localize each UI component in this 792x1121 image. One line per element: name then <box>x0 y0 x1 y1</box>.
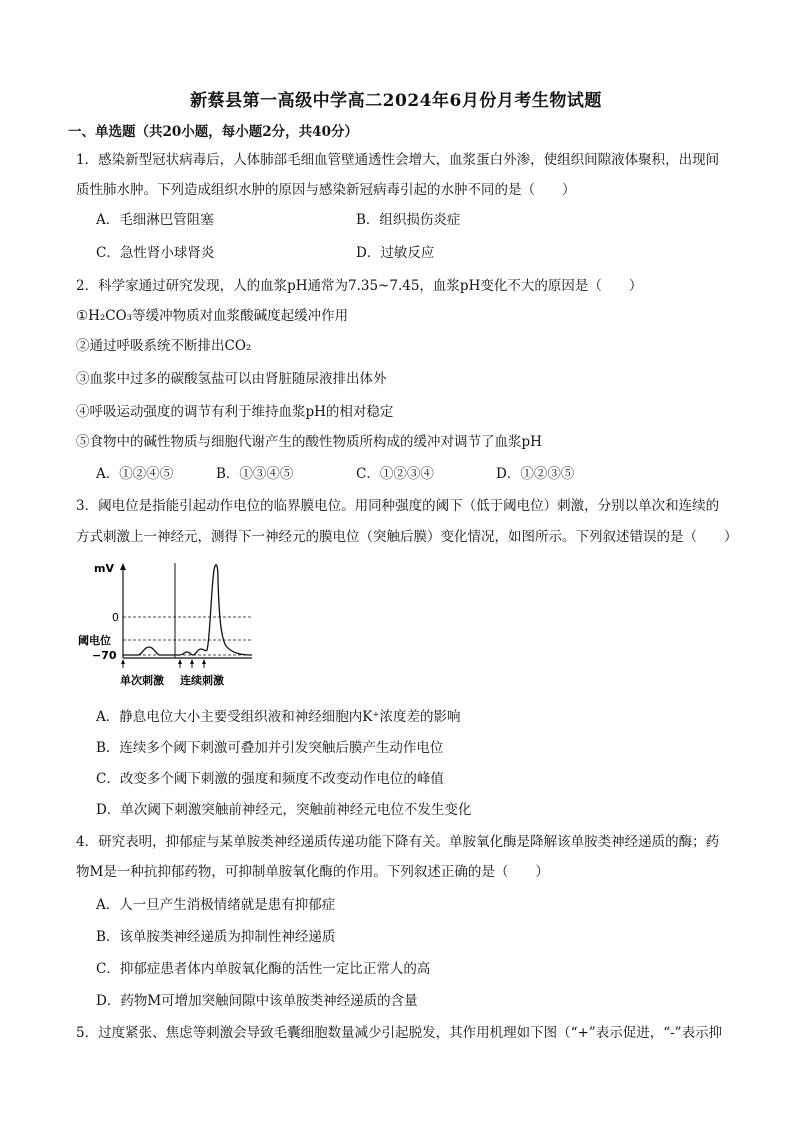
q4-option-b: B．该单胺类神经递质为抑制性神经递质 <box>96 929 336 945</box>
continuous-stimulus-arrows <box>178 659 206 668</box>
q1-option-a: A．毛细淋巴管阻塞 <box>96 212 214 228</box>
q2-option-d: D．①②③⑤ <box>496 466 575 482</box>
q1-option-c: C．急性肾小球肾炎 <box>96 245 215 261</box>
membrane-potential-figure <box>76 560 266 690</box>
q4-option-a: A．人一旦产生消极情绪就是患有抑郁症 <box>96 897 336 913</box>
section-heading: 一、单选题（共20小题，每小题2分，共40分） <box>68 124 358 140</box>
q2-statement-4: ④呼吸运动强度的调节有利于维持血浆pH的相对稳定 <box>76 404 394 420</box>
question-4-text-cont: 物M是一种抗抑郁药物，可抑制单胺氧化酶的作用。下列叙述正确的是（ ） <box>76 864 549 880</box>
q4-option-c: C．抑郁症患者体内单胺氧化酶的活性一定比正常人的高 <box>96 961 431 977</box>
question-5-text: 5．过度紧张、焦虑等刺激会导致毛囊细胞数量减少引起脱发，其作用机理如下图（“+”表示促进，“-”表示抑 <box>76 1025 723 1041</box>
q2-option-a: A．①②④⑤ <box>96 466 174 482</box>
single-stimulus-trace <box>123 647 175 655</box>
single-stimulus-label: 单次刺激 <box>120 674 164 687</box>
zero-label: 0 <box>112 611 119 624</box>
question-1-text-cont: 质性肺水肿。下列造成组织水肿的原因与感染新冠病毒引起的水肿不同的是（ ） <box>76 182 576 198</box>
q1-option-b: B．组织损伤炎症 <box>356 212 461 228</box>
q1-option-d: D．过敏反应 <box>356 245 435 261</box>
question-3-text: 3．阈电位是指能引起动作电位的临界膜电位。用同种强度的阈下（低于阈电位）刺激，分别以单次和连续的 <box>76 498 720 514</box>
q4-option-d: D．药物M可增加突触间隙中该单胺类神经递质的含量 <box>96 993 418 1009</box>
continuous-stimulus-trace <box>175 565 252 655</box>
q3-option-b: B．连续多个阈下刺激可叠加并引发突触后膜产生动作电位 <box>96 740 444 756</box>
q2-statement-2: ②通过呼吸系统不断排出CO₂ <box>76 338 252 354</box>
question-4-text: 4．研究表明，抑郁症与某单胺类神经递质传递功能下降有关。单胺氧化酶是降解该单胺类神经递质的酶；药 <box>76 834 720 850</box>
q3-option-c: C．改变多个阈下刺激的强度和频度不改变动作电位的峰值 <box>96 771 444 787</box>
q2-statement-1: ①H₂CO₃等缓冲物质对血浆酸碱度起缓冲作用 <box>76 308 349 324</box>
q3-option-d: D．单次阈下刺激突触前神经元，突触前神经元电位不发生变化 <box>96 802 472 818</box>
y-unit-label: mV <box>94 562 114 575</box>
resting-label: −70 <box>92 649 117 662</box>
question-2-text: 2．科学家通过研究发现，人的血浆pH通常为7.35~7.45，血浆pH变化不大的原因是（ ） <box>76 278 643 294</box>
q2-option-b: B．①③④⑤ <box>216 466 294 482</box>
page-title: 新蔡县第一高级中学高二2024年6月份月考生物试题 <box>190 91 602 111</box>
question-1-text: 1．感染新型冠状病毒后，人体肺部毛细血管壁通透性会增大，血浆蛋白外渗，使组织间隙液体聚积，出现间 <box>76 152 720 168</box>
q2-statement-5: ⑤食物中的碱性物质与细胞代谢产生的酸性物质所构成的缓冲对调节了血浆pH <box>76 434 542 450</box>
q2-option-c: C．①②③④ <box>356 466 434 482</box>
threshold-label: 阈电位 <box>78 634 111 647</box>
single-stimulus-arrow <box>121 659 125 668</box>
q2-statement-3: ③血浆中过多的碳酸氢盐可以由肾脏随尿液排出体外 <box>76 371 387 387</box>
q3-option-a: A．静息电位大小主要受组织液和神经细胞内K⁺浓度差的影响 <box>96 709 461 725</box>
y-axis-arrow <box>120 563 126 570</box>
continuous-stimulus-label: 连续刺激 <box>180 674 224 687</box>
question-3-text-cont: 方式刺激上一神经元，测得下一神经元的膜电位（突触后膜）变化情况，如图所示。下列叙述错误的是（ ） <box>76 529 738 545</box>
